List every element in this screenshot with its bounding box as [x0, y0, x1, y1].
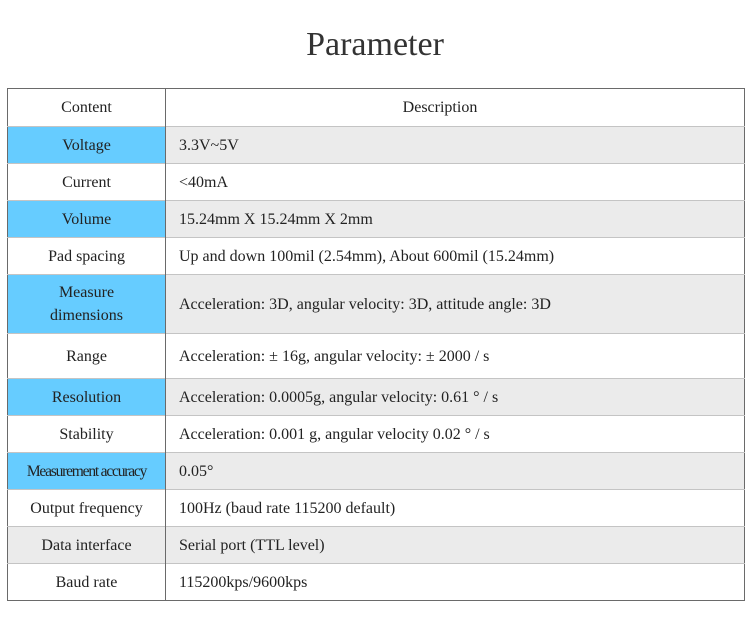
header-description: Description — [402, 99, 478, 116]
param-value: 115200kps/9600kps — [166, 564, 745, 601]
param-name: Stability — [8, 416, 166, 453]
param-value: Acceleration: ± 16g, angular velocity: ± 2000 / s — [166, 334, 745, 379]
param-name: Data interface — [8, 527, 166, 564]
param-value: 0.05° — [166, 453, 745, 490]
table-row — [8, 334, 745, 379]
table-row — [8, 127, 745, 164]
param-value: Up and down 100mil (2.54mm), About 600mil (15.24mm) — [166, 238, 745, 275]
param-name: Pad spacing — [8, 238, 166, 275]
table-row — [8, 164, 745, 201]
table-row — [8, 379, 745, 416]
param-name: Resolution — [8, 379, 166, 416]
param-value: Acceleration: 3D, angular velocity: 3D, attitude angle: 3D — [166, 275, 745, 334]
header-content: Content — [8, 89, 166, 127]
param-name: Output frequency — [8, 490, 166, 527]
table-row — [8, 275, 745, 334]
table-row — [8, 238, 745, 275]
table-header-row — [8, 89, 745, 127]
param-name-line-2: dimensions — [50, 307, 123, 324]
table-row — [8, 490, 745, 527]
table-row — [8, 527, 745, 564]
param-name: Volume — [8, 201, 166, 238]
param-value: Serial port (TTL level) — [166, 527, 745, 564]
param-value: Acceleration: 0.001 g, angular velocity 0.02 ° / s — [166, 416, 745, 453]
param-name-text: Measurement accuracy — [26, 462, 147, 480]
table-row — [8, 453, 745, 490]
table-row — [8, 564, 745, 601]
table-row — [8, 201, 745, 238]
parameter-table — [7, 88, 745, 601]
param-value: 100Hz (baud rate 115200 default) — [166, 490, 745, 527]
param-value: <40mA — [166, 164, 745, 201]
param-name-line-1: Measure — [58, 284, 115, 301]
param-name: Range — [8, 334, 166, 379]
param-name — [8, 453, 166, 490]
param-name: Current — [8, 164, 166, 201]
page-title: Parameter — [306, 26, 444, 63]
param-name: Voltage — [8, 127, 166, 164]
param-name — [8, 275, 166, 334]
param-value: 3.3V~5V — [166, 127, 745, 164]
param-name: Baud rate — [8, 564, 166, 601]
param-value: Acceleration: 0.0005g, angular velocity: 0.61 ° / s — [166, 379, 745, 416]
table-row — [8, 416, 745, 453]
param-value: 15.24mm X 15.24mm X 2mm — [166, 201, 745, 238]
